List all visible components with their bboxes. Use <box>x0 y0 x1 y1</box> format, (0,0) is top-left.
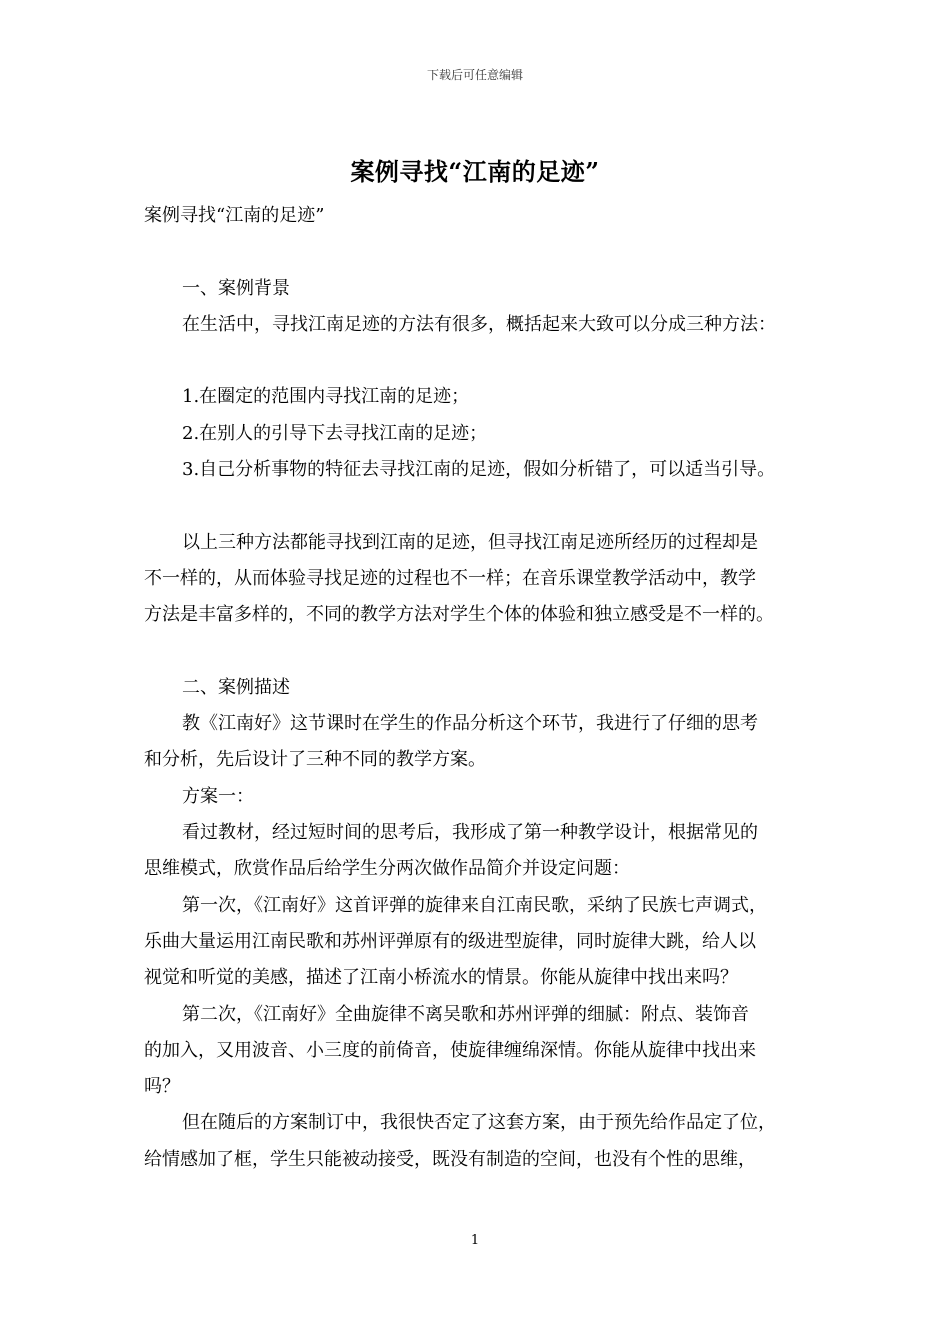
document-body <box>144 198 820 1178</box>
blank-line <box>144 343 820 379</box>
method-item: 3.自己分析事物的特征去寻找江南的足迹，假如分析错了，可以适当引导。 <box>182 459 776 481</box>
first-analysis-line: 视觉和听觉的美感，描述了江南小桥流水的情景。你能从旋律中找出来吗？ <box>144 967 738 989</box>
reflection-line: 但在随后的方案制订中，我很快否定了这套方案，由于预先给作品定了位， <box>182 1112 776 1134</box>
document-title: 案例寻找“江南的足迹” <box>350 157 600 186</box>
first-analysis-line: 第一次，《江南好》这首评弹的旋律来自江南民歌，采纳了民族七声调式， <box>182 894 767 916</box>
description-line: 和分析，先后设计了三种不同的教学方案。 <box>144 749 486 771</box>
description-line: 教《江南好》这节课时在学生的作品分析这个环节，我进行了仔细的思考 <box>182 713 758 735</box>
summary-line: 方法是丰富多样的，不同的教学方法对学生个体的体验和独立感受是不一样的。 <box>144 604 774 626</box>
plan-intro-line: 思维模式，欣赏作品后给学生分两次做作品简介并设定问题： <box>144 858 630 880</box>
first-analysis-line: 乐曲大量运用江南民歌和苏州评弹原有的级进型旋律，同时旋律大跳，给人以 <box>144 930 756 952</box>
blank-line <box>144 234 820 270</box>
plan-intro-line: 看过教材，经过短时间的思考后，我形成了第一种教学设计，根据常见的 <box>182 822 758 844</box>
summary-line: 不一样的，从而体验寻找足迹的过程也不一样；在音乐课堂教学活动中，教学 <box>144 567 756 589</box>
header-note: 下载后可任意编辑 <box>426 68 523 82</box>
method-item: 2.在别人的引导下去寻找江南的足迹； <box>182 422 488 444</box>
section-heading-background: 一、案例背景 <box>182 277 290 299</box>
blank-line <box>144 634 820 670</box>
plan-label: 方案一： <box>182 785 254 807</box>
section-heading-description: 二、案例描述 <box>182 676 290 698</box>
reflection-line: 给情感加了框，学生只能被动接受，既没有制造的空间，也没有个性的思维， <box>144 1148 756 1170</box>
method-item: 1.在圈定的范围内寻找江南的足迹； <box>182 386 470 408</box>
page-number: 1 <box>470 1233 480 1248</box>
background-intro: 在生活中，寻找江南足迹的方法有很多，概括起来大致可以分成三种方法： <box>182 313 776 335</box>
second-analysis-line: 的加入，又用波音、小三度的前倚音，使旋律缠绵深情。你能从旋律中找出来 <box>144 1039 756 1061</box>
summary-line: 以上三种方法都能寻找到江南的足迹，但寻找江南足迹所经历的过程却是 <box>182 531 758 553</box>
subtitle-line: 案例寻找“江南的足迹” <box>144 205 325 226</box>
second-analysis-line: 吗？ <box>144 1076 180 1098</box>
blank-line <box>144 488 820 524</box>
second-analysis-line: 第二次，《江南好》全曲旋律不离吴歌和苏州评弹的细腻：附点、装饰音 <box>182 1003 749 1025</box>
